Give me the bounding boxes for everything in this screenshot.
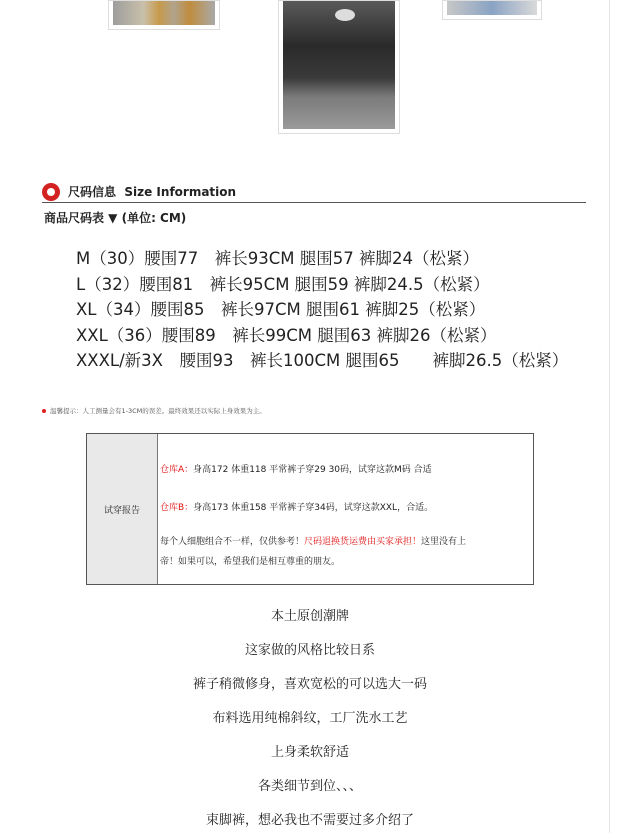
note-post: 这里没有上: [421, 537, 467, 547]
fit-report-warehouse-a: [160, 462, 432, 478]
size-row-xxl: XXL（36）腰围89 裤长99CM 腿围63 裤脚26（松紧）: [76, 325, 497, 345]
size-row-xl: XL（34）腰围85 裤长97CM 腿围61 裤脚25（松紧）: [76, 300, 486, 319]
size-row-xxxl: XXXL/新3X 腰围93 裤长100CM 腿围65 裤脚26.5（松紧）: [76, 351, 569, 370]
target-dot-icon: [42, 183, 60, 201]
fit-report-note-line2: 帝！如果可以，希望我们是相互尊重的朋友。: [160, 557, 341, 567]
warehouse-b-text: 身高173 体重158 平常裤子穿34码，试穿这款XXL，合适。: [193, 503, 434, 513]
desc-line-2: 这家做的风格比较日系: [244, 643, 375, 658]
logo-patch-icon: [335, 9, 355, 21]
fit-report-table: [86, 433, 534, 585]
fit-report-warehouse-b: [160, 500, 433, 516]
size-info-title-en: Size Information: [124, 185, 237, 199]
product-photo-shoes: [442, 0, 542, 20]
warehouse-a-text: 身高172 体重118 平常裤子穿29 30码，试穿这款M码 合适: [193, 465, 432, 475]
size-chart-label: 商品尺码表 ▼ (单位: CM): [44, 211, 187, 225]
size-info-title-cn: 尺码信息: [68, 185, 117, 199]
desc-line-3: 裤子稍微修身，喜欢宽松的可以选大一码: [192, 677, 427, 692]
desc-line-7: 束脚裤，想必我也不需要过多介绍了: [205, 813, 414, 828]
warehouse-b-label: 仓库B：: [160, 503, 194, 513]
size-row-m: M（30）腰围77 裤长93CM 腿围57 裤脚24（松紧）: [76, 249, 479, 268]
desc-line-4: 布料选用纯棉斜纹，工厂洗水工艺: [212, 711, 408, 726]
fit-report-note: [160, 534, 466, 550]
product-photo-model: [278, 0, 400, 134]
fit-report-body: [158, 434, 533, 584]
header-divider: [42, 202, 586, 203]
note-return-policy: 尺码退换货运费由买家承担！: [304, 537, 422, 547]
warehouse-a-label: 仓库A：: [160, 465, 194, 475]
desc-line-5: 上身柔软舒适: [270, 745, 349, 760]
size-info-title: [68, 183, 236, 200]
size-info-header: [42, 181, 586, 203]
product-photo-boots: [108, 0, 220, 30]
bullet-icon: [42, 409, 46, 413]
desc-line-6: 各类细节到位、、、: [257, 779, 362, 794]
note-pre: 每个人细胞组合不一样，仅供参考！: [160, 537, 305, 547]
size-list: [76, 246, 568, 374]
fit-report-header: 试穿报告: [87, 434, 158, 584]
measure-tip-text: 温馨提示：人工测量会有1-3CM的误差。最终效果还以实际上身效果为主。: [50, 407, 266, 415]
desc-line-1: 本土原创潮牌: [270, 609, 349, 624]
measure-tip: [42, 406, 266, 415]
size-row-l: L（32）腰围81 裤长95CM 腿围59 裤脚24.5（松紧）: [76, 274, 490, 294]
